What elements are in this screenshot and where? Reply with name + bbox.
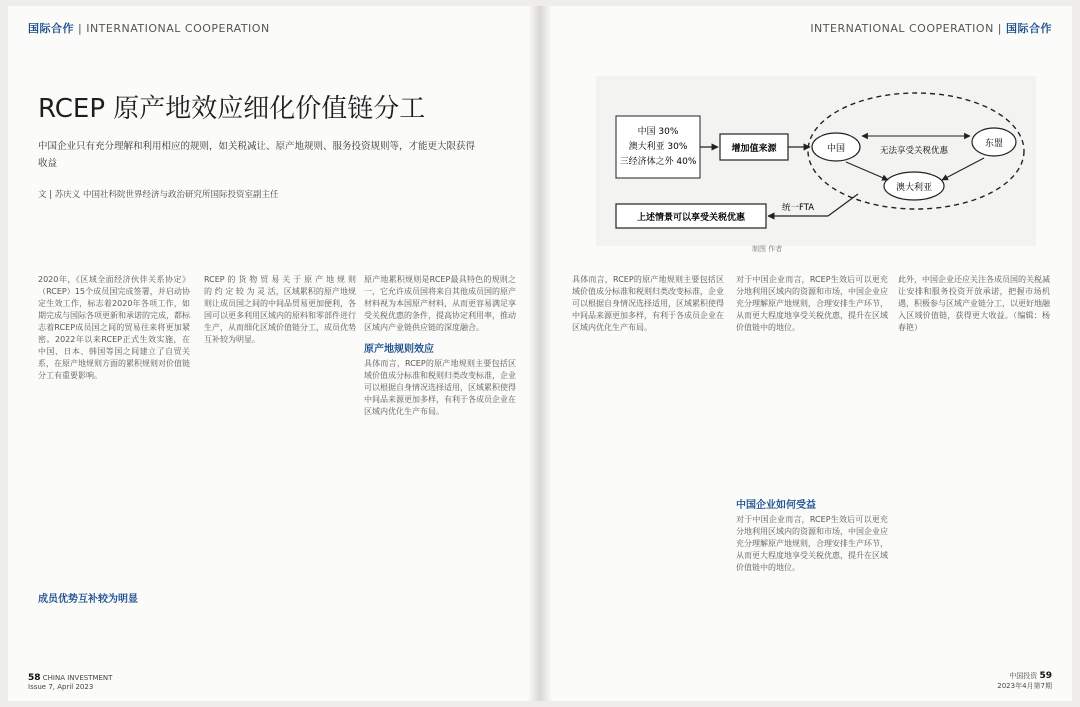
origin-share-line-3: 三经济体之外 40% xyxy=(619,157,697,167)
condition-label: 上述情景可以享受关税优惠 xyxy=(636,213,746,223)
body-column-5a xyxy=(736,274,888,484)
value-chain-diagram xyxy=(596,76,1036,246)
right-header: INTERNATIONAL COOPERATION | 国际合作 xyxy=(810,22,1052,35)
body-text: 对于中国企业而言，RCEP生效后可以更充分地利用区域内的资源和市场，中国企业应充分理解原产地规则，合理安排生产环节，从而更大程度地享受关税优惠，提升在区域价值链中的地位。 xyxy=(736,275,888,332)
body-column-3a xyxy=(364,274,516,334)
body-column-6 xyxy=(898,274,1050,654)
section-heading-1: 成员优势互补较为明显 xyxy=(38,594,138,605)
body-text: RCEP 的 货 物 贸 易 关 于 原 产 地 规 则 的 约 定 较 为 灵 活，区域累积的原产地规则让成员国之间的中间品贸易更加便利，各国可以更多利用区域内的原料和零部件进行生产，从而细化区域价值链分工，成员优势互补较为明显。 xyxy=(204,275,356,344)
body-column-4 xyxy=(572,274,724,654)
section-heading-3: 中国企业如何受益 xyxy=(736,500,816,511)
node-australia-label: 澳大利亚 xyxy=(895,183,933,193)
body-text: 对于中国企业而言，RCEP生效后可以更充分地利用区域内的资源和市场，中国企业应充分理解原产地规则，合理安排生产环节，从而更大程度地享受关税优惠，提升在区域价值链中的地位。 xyxy=(736,515,888,572)
body-text: 此外，中国企业还应关注各成员国的关税减让安排和服务投资开放承诺，把握市场机遇，积极参与区域产业链分工，以更好地融入区域价值链，获得更大收益。（编辑：杨春艳） xyxy=(898,275,1050,332)
body-column-5b xyxy=(736,514,888,654)
left-header: 国际合作 | INTERNATIONAL COOPERATION xyxy=(28,22,270,35)
right-page xyxy=(552,6,1072,701)
right-footer xyxy=(997,671,1052,691)
left-page-number: 58 xyxy=(28,673,41,683)
origin-share-line-1: 中国 30% xyxy=(637,127,679,137)
article-byline: 文 | 苏庆义 中国社科院世界经济与政治研究所国际投资室副主任 xyxy=(38,190,279,200)
node-china-label: 中国 xyxy=(826,144,846,154)
right-header-cn: 国际合作 xyxy=(1006,22,1052,35)
body-text: 2020年，《区域全面经济伙伴关系协定》（RCEP）15个成员国完成签署，并启动协定生效工作，标志着2020年各项工作，如期完成与国际各项更新和承诺的完成，都标志着RCEP成员国之间的贸易往来将更加紧密。2022年以来RCEP正式生效实施，在中国、日本、韩国等国之间建立了自贸关系，在原产地规则方面的累积规则对价值链分工有重要影响。 xyxy=(38,275,190,380)
section-heading-2: 原产地规则效应 xyxy=(364,344,434,355)
body-column-2 xyxy=(204,274,356,654)
right-header-en: INTERNATIONAL COOPERATION xyxy=(810,22,994,35)
article-title: RCEP 原产地效应细化价值链分工 xyxy=(38,94,426,124)
body-text: 具体而言，RCEP的原产地规则主要包括区域价值成分标准和税则归类改变标准，企业可以根据自身情况选择适用，区域累积使得中间品来源更加多样，有利于各成员企业在区域内优化生产布局。 xyxy=(364,359,516,416)
node-asean-label: 东盟 xyxy=(984,139,1004,149)
diagram-caption: 制图 作者 xyxy=(752,245,783,253)
left-page xyxy=(8,6,528,701)
left-footer xyxy=(28,673,112,691)
body-text: 具体而言，RCEP的原产地规则主要包括区域价值成分标准和税则归类改变标准，企业可以根据自身情况选择适用，区域累积使得中间品来源更加多样，有利于各成员企业在区域内优化生产布局。 xyxy=(572,275,724,332)
add-value-label: 增加值来源 xyxy=(731,144,777,154)
right-page-number: 59 xyxy=(1039,671,1052,681)
link-no-pref-label: 无法享受关税优惠 xyxy=(879,146,949,156)
left-issue: Issue 7, April 2023 xyxy=(28,683,94,691)
body-column-3b xyxy=(364,358,516,648)
origin-share-line-2: 澳大利亚 30% xyxy=(628,142,688,152)
right-issue: 2023年4月第7期 xyxy=(997,682,1052,690)
body-text: 原产地累积规则是RCEP最具特色的规则之一，它允许成员国将来自其他成员国的原产材料视为本国原产材料，从而更容易满足享受关税优惠的条件，提高协定利用率，推动区域内产业链供应链的深度融合。 xyxy=(364,275,516,332)
left-magazine: CHINA INVESTMENT xyxy=(42,674,113,682)
article-lede: 中国企业只有充分理解和利用相应的规则，如关税减让、原产地规则、服务投资规则等，才能更大限获得收益 xyxy=(38,141,476,169)
link-fta-label: 统一FTA xyxy=(781,203,815,213)
left-header-en: INTERNATIONAL COOPERATION xyxy=(86,22,270,35)
right-magazine: 中国投资 xyxy=(1009,672,1038,680)
gutter xyxy=(528,6,552,701)
left-header-cn: 国际合作 xyxy=(28,22,74,35)
